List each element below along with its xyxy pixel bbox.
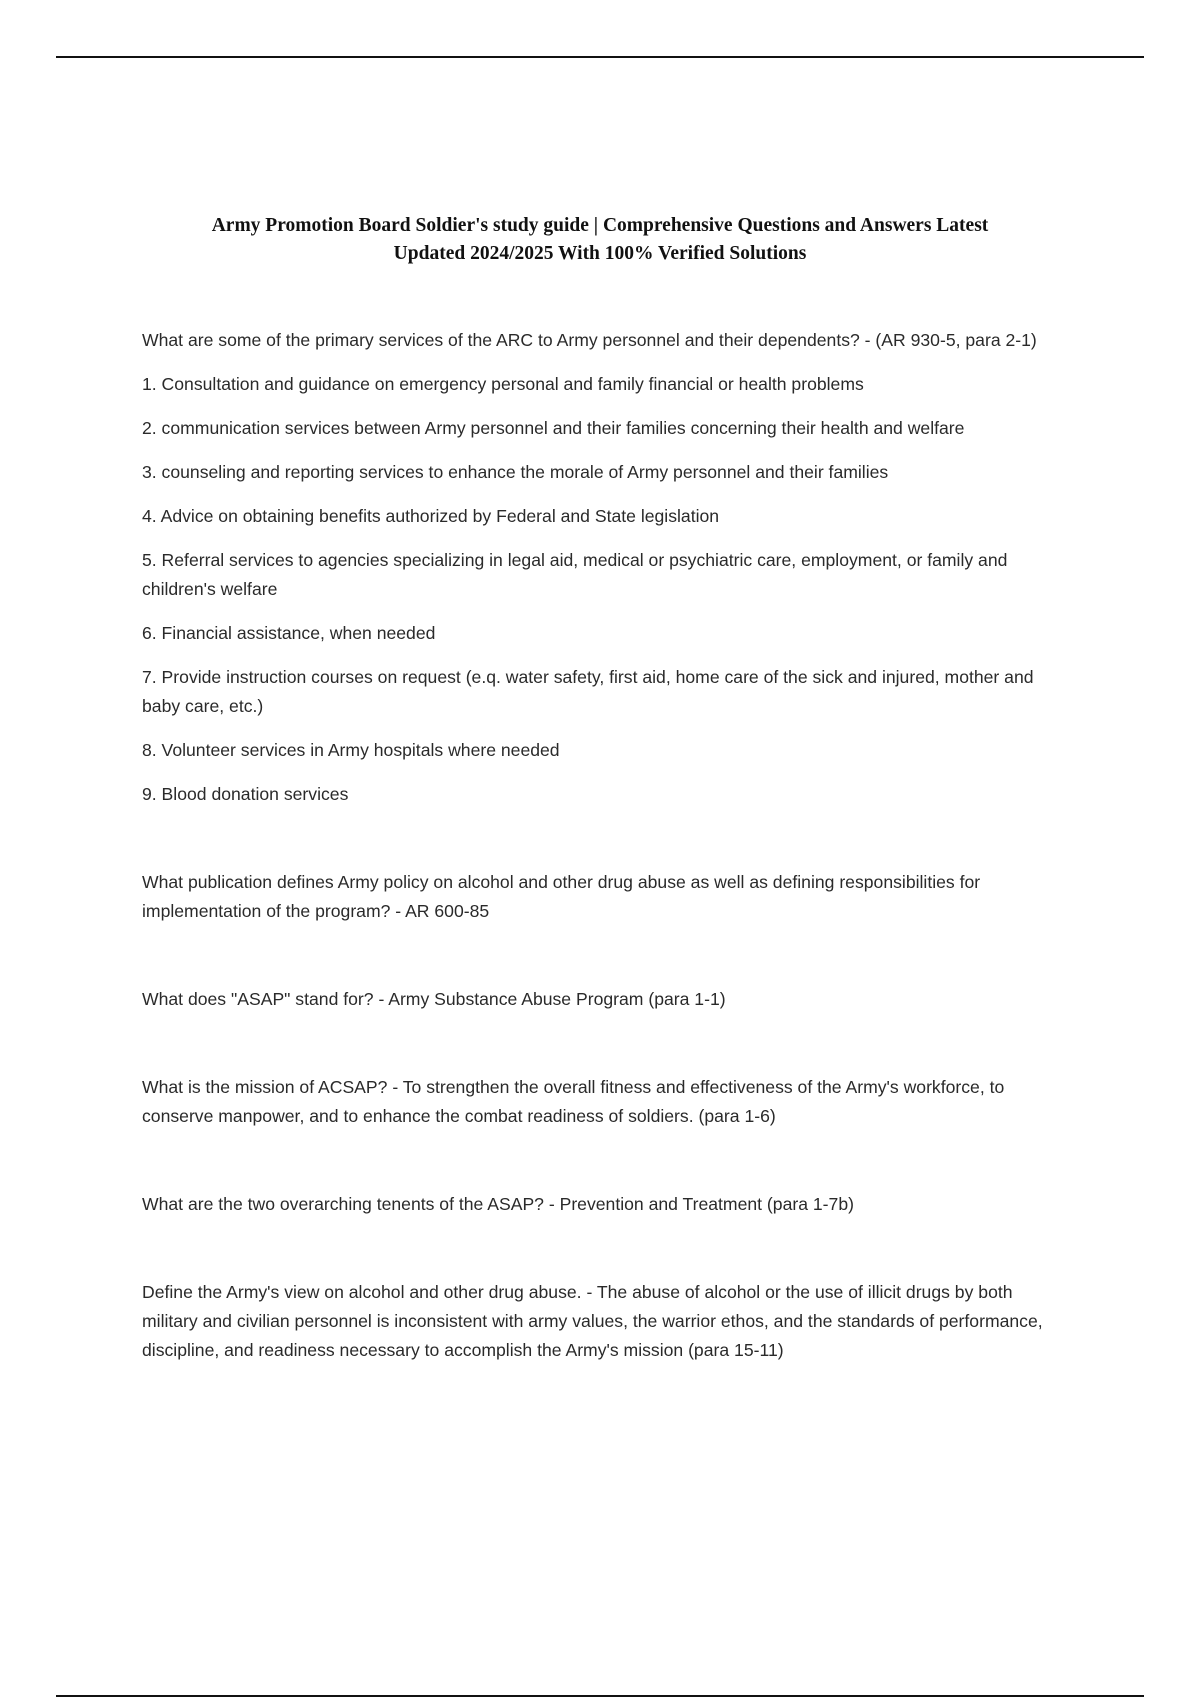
service-item: 4. Advice on obtaining benefits authorized by Federal and State legislation: [142, 506, 720, 526]
footer-rule: [56, 1695, 1144, 1697]
page-title-line-1: Army Promotion Board Soldier's study guide | Comprehensive Questions and Answers Latest: [211, 215, 989, 236]
service-item: 5. Referral services to agencies specializing in legal aid, medical or psychiatric care, employment, or family and children's welfare: [142, 550, 1008, 599]
service-item: 1. Consultation and guidance on emergency personal and family financial or health problems: [142, 374, 864, 394]
page-title-line-2: Updated 2024/2025 With 100% Verified Solutions: [393, 243, 807, 264]
service-item: 9. Blood donation services: [142, 784, 349, 804]
service-item: 8. Volunteer services in Army hospitals where needed: [142, 740, 560, 760]
service-item: 7. Provide instruction courses on request (e.q. water safety, first aid, home care of the sick and injured, mother and baby care, etc.): [142, 667, 1034, 716]
document-body: [142, 326, 1072, 1365]
qa-item-army-view: Define the Army's view on alcohol and other drug abuse. - The abuse of alcohol or the use of illicit drugs by both military and civilian personnel is inconsistent with army values, the warrior ethos, and the standards of performance, discipline, and readiness necessary to accomplish the Army's mission (para 15-11): [142, 1282, 1043, 1360]
service-item: 6. Financial assistance, when needed: [142, 623, 436, 643]
qa-item-publication: What publication defines Army policy on alcohol and other drug abuse as well as defining responsibilities for implementation of the program? - AR 600-85: [142, 872, 981, 921]
header-rule: [56, 56, 1144, 58]
service-item: 2. communication services between Army personnel and their families concerning their health and welfare: [142, 418, 965, 438]
qa-item-asap-tenents: What are the two overarching tenents of the ASAP? - Prevention and Treatment (para 1-7b): [142, 1194, 854, 1214]
question-arc-services: What are some of the primary services of the ARC to Army personnel and their dependents? - (AR 930-5, para 2-1): [142, 330, 1037, 350]
qa-item-acsap-mission: What is the mission of ACSAP? - To strengthen the overall fitness and effectiveness of the Army's workforce, to conserve manpower, and to enhance the combat readiness of soldiers. (para 1-6): [142, 1077, 1005, 1126]
qa-item-asap-meaning: What does "ASAP" stand for? - Army Substance Abuse Program (para 1-1): [142, 989, 726, 1009]
service-item: 3. counseling and reporting services to enhance the morale of Army personnel and their families: [142, 462, 889, 482]
page-title: [140, 212, 1060, 268]
